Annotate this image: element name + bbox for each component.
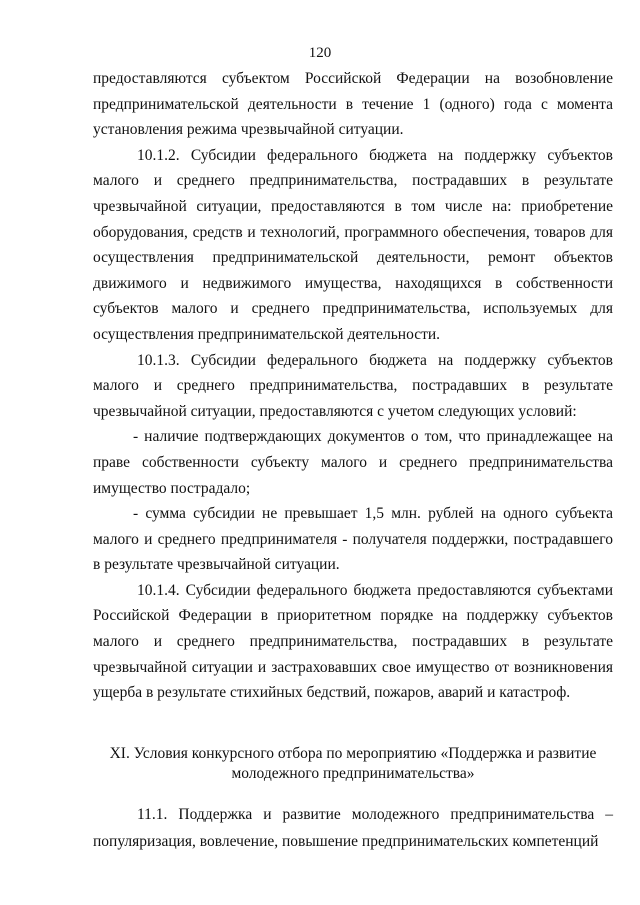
section-heading-line-2: молодежного предпринимательства» (231, 765, 475, 782)
paragraph-10-1-2: 10.1.2. Субсидии федерального бюджета на поддержку субъектов малого и среднего предпринимательства, пострадавших в результате чрезвычайной ситуации, предоставляются в том числе на: приобретение оборудования, средств и технологий, программного обеспечения, товаров для осуществления предпринимательской деятельности, ремонт объектов движимого и недвижимого имущества, находящихся в собственности субъектов малого и среднего предпринимательства, используемых для осуществления предпринимательской деятельности. (93, 146, 613, 343)
list-item-condition-documents: - наличие подтверждающих документов о том, что принадлежащее на праве собственности субъекту малого и среднего предпринимательства имущество пострадало; (93, 428, 613, 497)
list-item-condition-amount: - сумма субсидии не превышает 1,5 млн. рублей на одного субъекта малого и среднего предпринимателя - получателя поддержки, пострадавшего в результате чрезвычайной ситуации. (93, 505, 613, 574)
paragraph-continuation: предоставляются субъектом Российской Федерации на возобновление предпринимательской деятельности в течение 1 (одного) года с момента установления режима чрезвычайной ситуации. (93, 70, 613, 139)
document-body (93, 66, 613, 706)
section-heading-line-1: XI. Условия конкурсного отбора по мероприятию «Поддержка и развитие (109, 745, 597, 762)
paragraph-10-1-3: 10.1.3. Субсидии федерального бюджета на поддержку субъектов малого и среднего предпринимательства, пострадавших в результате чрезвычайной ситуации, предоставляются с учетом следующих условий: (93, 351, 613, 420)
section-heading-xi (93, 744, 613, 784)
paragraph-11-1: 11.1. Поддержка и развитие молодежного предпринимательства – популяризация, вовлечение, повышение предпринимательских компетенций (93, 806, 613, 850)
section-xi-body (93, 801, 613, 855)
page-number: 120 (308, 45, 332, 61)
paragraph-10-1-4: 10.1.4. Субсидии федерального бюджета предоставляются субъектами Российской Федерации в приоритетном порядке на поддержку субъектов малого и среднего предпринимательства, пострадавших в результате чрезвычайной ситуации и застраховавших свое имущество от возникновения ущерба в результате стихийных бедствий, пожаров, аварий и катастроф. (93, 581, 613, 702)
